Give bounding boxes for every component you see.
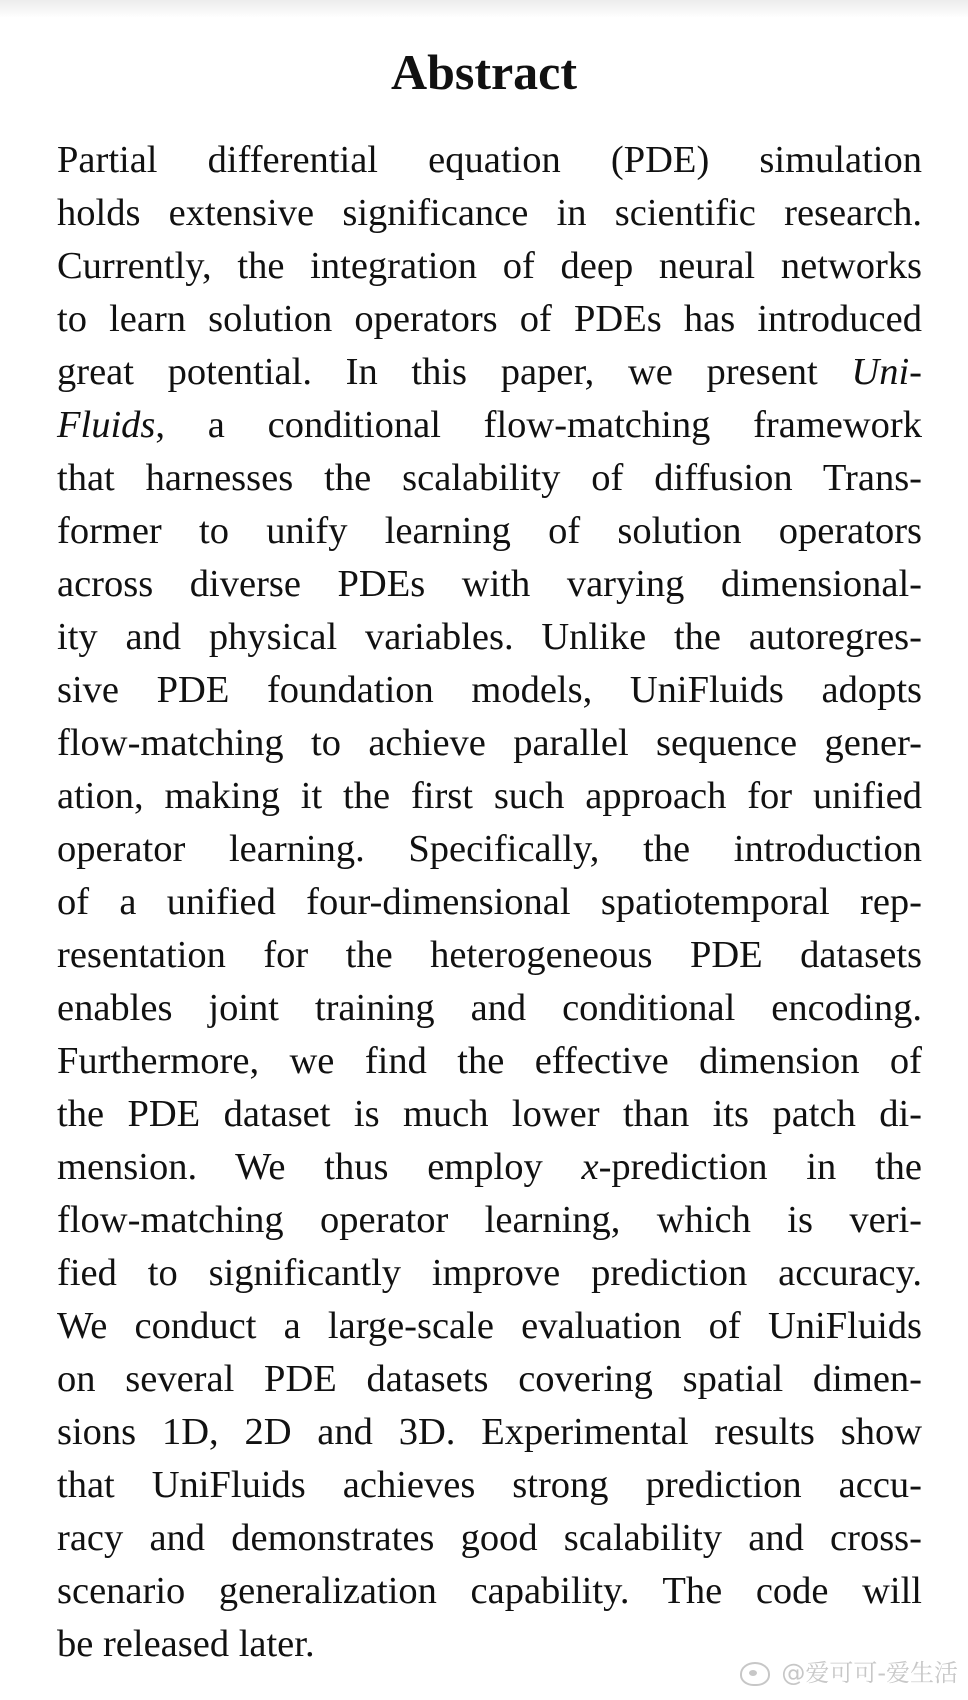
abstract-line: across diverse PDEs with varying dimensional-	[57, 563, 922, 605]
abstract-title: Abstract	[390, 44, 578, 100]
abstract-line: enables joint training and conditional encoding.	[57, 987, 922, 1029]
watermark	[740, 1653, 958, 1688]
abstract-line: sions 1D, 2D and 3D. Experimental results show	[57, 1411, 922, 1453]
abstract-line: ation, making it the first such approach for unified	[57, 775, 922, 817]
abstract-line: scenario generalization capability. The code will	[57, 1570, 922, 1612]
weibo-logo-icon	[740, 1662, 770, 1686]
abstract-line: fied to significantly improve prediction accuracy.	[57, 1252, 922, 1294]
abstract-line: mension. We thus employ x-prediction in the	[57, 1146, 923, 1188]
abstract-line: Furthermore, we find the effective dimension of	[57, 1040, 922, 1082]
top-shadow	[0, 0, 968, 18]
abstract-line: operator learning. Specifically, the introduction	[57, 828, 922, 870]
abstract-line: the PDE dataset is much lower than its patch di-	[57, 1093, 922, 1135]
abstract-line: to learn solution operators of PDEs has introduced	[57, 298, 922, 340]
abstract-line: holds extensive significance in scientific research.	[57, 192, 922, 234]
abstract-line: Partial differential equation (PDE) simulation	[57, 139, 922, 181]
abstract-line: great potential. In this paper, we present Uni-	[57, 351, 922, 393]
abstract-line: that harnesses the scalability of diffusion Trans-	[57, 457, 922, 499]
watermark-text: @爱可可-爱生活	[781, 1659, 958, 1687]
abstract-line: that UniFluids achieves strong prediction accu-	[57, 1464, 922, 1506]
abstract-line: flow-matching to achieve parallel sequence gener-	[57, 722, 922, 764]
abstract-line: racy and demonstrates good scalability and cross-	[57, 1517, 922, 1559]
abstract-body	[57, 134, 922, 1671]
abstract-line: on several PDE datasets covering spatial dimen-	[57, 1358, 922, 1400]
abstract-line: Currently, the integration of deep neural networks	[57, 245, 922, 287]
abstract-line: former to unify learning of solution operators	[57, 510, 922, 552]
abstract-line: resentation for the heterogeneous PDE datasets	[57, 934, 922, 976]
abstract-line: flow-matching operator learning, which is veri-	[57, 1199, 922, 1241]
abstract-line: We conduct a large-scale evaluation of UniFluids	[57, 1305, 922, 1347]
abstract-line: sive PDE foundation models, UniFluids adopts	[57, 669, 922, 711]
abstract-line: Fluids, a conditional flow-matching framework	[57, 404, 922, 446]
abstract-line: ity and physical variables. Unlike the autoregres-	[57, 616, 922, 658]
abstract-line: of a unified four-dimensional spatiotemporal rep-	[57, 881, 922, 923]
abstract-line-last: be released later.	[57, 1623, 315, 1665]
